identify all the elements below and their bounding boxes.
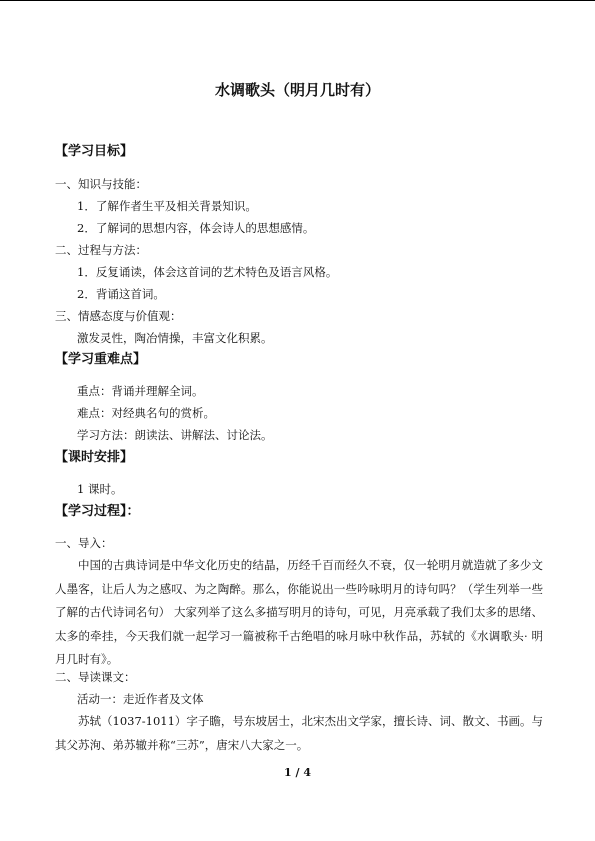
knowledge-item-2: 2．了解词的思想内容，体会诗人的思想感情。 — [77, 221, 315, 235]
goals-heading: 【学习目标】 — [55, 144, 134, 159]
page-title: 水调歌头（明月几时有） — [214, 81, 380, 99]
author-paragraph: 苏轼（1037-1011）字子瞻，号东坡居士，北宋杰出文学家，擅长诗、词、散文、书画。与其父苏洵、弟苏辙并称“三苏”，唐宋八大家之一。 — [55, 714, 543, 752]
process-main-heading: 【学习过程】： — [55, 504, 140, 519]
knowledge-heading: 一、知识与技能： — [55, 177, 147, 191]
intro-heading: 一、导入： — [55, 536, 113, 550]
emotion-text: 激发灵性，陶冶情操，丰富文化积累。 — [77, 331, 273, 345]
schedule-text: 1 课时。 — [77, 482, 123, 496]
activity-one: 活动一：走近作者及文体 — [77, 692, 204, 706]
process-item-2: 2．背诵这首词。 — [77, 287, 165, 301]
keypoints-heading: 【学习重难点】 — [55, 352, 147, 367]
process-heading: 二、过程与方法： — [55, 243, 147, 257]
difficulty-text: 难点：对经典名句的赏析。 — [77, 406, 215, 420]
intro-paragraph: 中国的古典诗词是中华文化历史的结晶，历经千百而经久不衰，仅一轮明月就造就了多少文人墨客，让后人为之感叹、为之陶醉。那么，你能说出一些吟咏明月的诗句吗？（学生列举一些了解的古代诗词名句） 大家列举了这么多描写明月的诗句，可见，月亮承载了我们太多的思绪、太多的牵挂，今天我们就一起学习一篇被称千古绝唱的咏月咏中秋作品，苏轼的《水调歌头· 明月几时有》。 — [55, 558, 543, 666]
methods-text: 学习方法：朗读法、讲解法、讨论法。 — [77, 428, 273, 442]
page-number: 1 / 4 — [284, 766, 311, 779]
emotion-heading: 三、情感态度与价值观： — [55, 309, 182, 323]
schedule-heading: 【课时安排】 — [55, 450, 134, 465]
reading-heading: 二、导读课文： — [55, 670, 136, 684]
knowledge-item-1: 1．了解作者生平及相关背景知识。 — [77, 199, 257, 213]
process-item-1: 1．反复诵读，体会这首词的艺术特色及语言风格。 — [77, 265, 338, 279]
key-point-text: 重点：背诵并理解全词。 — [77, 384, 204, 398]
